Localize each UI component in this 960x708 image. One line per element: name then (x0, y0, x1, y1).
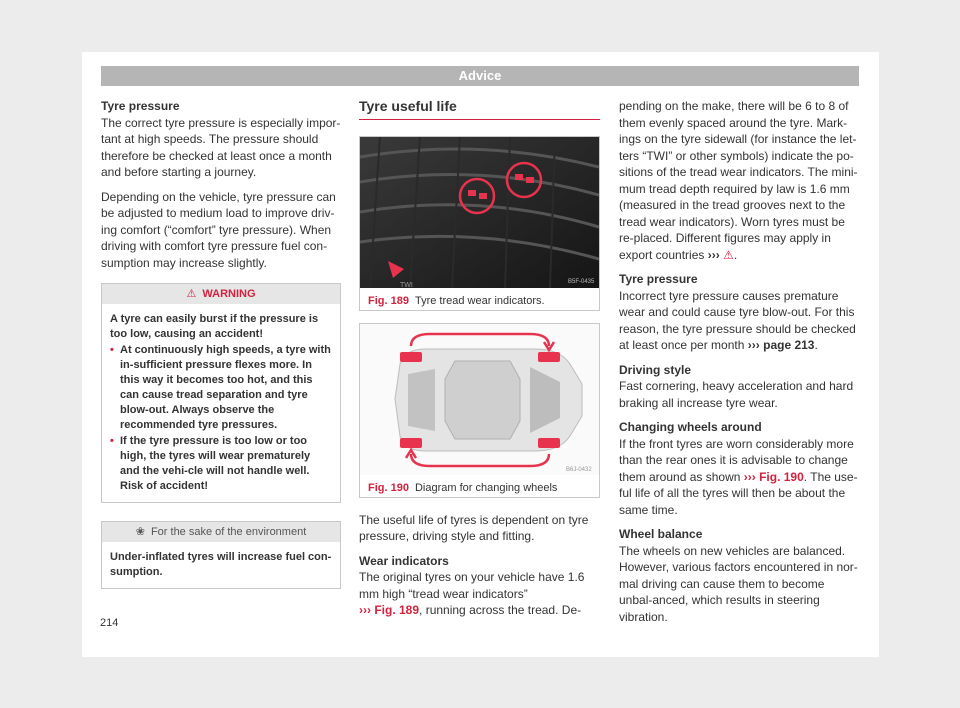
figure-caption (360, 475, 599, 497)
wheel-rotation-diagram (360, 324, 599, 475)
warning-bullet (110, 343, 332, 433)
leaf-icon: ❀ (135, 526, 145, 538)
warning-triangle-icon: ⚠ (186, 288, 197, 300)
text: , running across the tread. De- (419, 603, 582, 617)
text: . The use-ful life of all the tyres will then be about the same time. (619, 469, 858, 517)
figure-code: B6J-0432 (566, 466, 592, 473)
arrow-icon: ››› (359, 603, 371, 617)
paragraph (619, 98, 859, 263)
twi-label: TWI (400, 281, 413, 288)
text: pending on the make, there will be 6 to 8 of them evenly spaced around the tyre. Mark-ings on the tyre sidewall (for instance the let-ters “TWI” or other symbols) indicate the po-sitions of the tread wear indicators. The mini-mum tread depth required by law is 1.6 mm (measured in the tread grooves next to the tread wear indicators). Worn tyres must be re-placed. Different figures may apply in export countries (619, 99, 858, 262)
warning-triangle-icon[interactable]: ⚠ (723, 247, 734, 262)
paragraph: The wheels on new vehicles are balanced. However, various factors encountered in nor-mal driving can cause them to become unbal-anced, which results in steering vibration. (619, 543, 858, 624)
figure-code: B5F-0435 (568, 278, 595, 285)
paragraph: The correct tyre pressure is especially impor-tant at high speeds. The pressure should therefore be checked at least once a month and before starting a journey. (101, 115, 341, 179)
wear-indicators-heading: Wear indicators (359, 553, 449, 568)
bullet-icon: • (110, 344, 114, 356)
paragraph (359, 569, 600, 619)
environment-box (101, 521, 341, 589)
paragraph: Fast cornering, heavy acceleration and hard braking all increase tyre wear. (619, 379, 854, 410)
warning-title: WARNING (202, 288, 256, 300)
tyre-pressure-heading: Tyre pressure (101, 99, 180, 113)
paragraph (619, 288, 859, 354)
page-link[interactable]: page 213 (763, 338, 815, 352)
section-title: Tyre useful life (359, 98, 600, 120)
text: . (814, 338, 818, 352)
text: The original tyres on your vehicle have 1.6 mm high “tread wear indicators” (359, 570, 585, 601)
figure-number: Fig. 190 (368, 481, 409, 494)
environment-title: For the sake of the environment (150, 526, 307, 538)
driving-style-heading: Driving style (619, 362, 692, 377)
environment-text: Under-inflated tyres will increase fuel con-sumption. (110, 551, 332, 578)
arrow-icon: ››› (743, 469, 756, 484)
wheel-balance-heading: Wheel balance (619, 527, 703, 541)
changing-wheels-heading: Changing wheels around (619, 420, 762, 434)
tyre-tread-image (360, 137, 599, 288)
warning-body (102, 304, 340, 502)
warning-box (101, 283, 341, 503)
column-middle (359, 98, 600, 627)
warning-bullet-text: At continuously high speeds, a tyre with in-sufficient pressure flexes more. In this way it becomes too hot, and this can cause tread separation and tyre blow-out. Always observe the recommended tyre pressures. (120, 344, 331, 431)
warning-bullet-text: If the tyre pressure is too low or too high, the tyres will wear prematurely and the vehi-cle will not handle well. Risk of accident! (120, 435, 311, 492)
warning-intro: A tyre can easily burst if the pressure is too low, causing an accident! (110, 313, 319, 340)
warning-bullet (110, 434, 332, 494)
arrow-icon: ››› (707, 247, 720, 262)
text: If the front tyres are worn considerably more than the rear ones it is advisable to change them around as shown (619, 436, 854, 484)
column-right (619, 98, 859, 633)
figure-caption (360, 288, 599, 310)
column-left (101, 98, 341, 589)
text: . (733, 247, 738, 262)
warning-header (102, 284, 340, 304)
caption-text: Tyre tread wear indicators. (414, 294, 545, 307)
paragraph: The useful life of tyres is dependent on tyre pressure, driving style and fitting. (359, 512, 589, 543)
caption-text: Diagram for changing wheels (414, 481, 558, 494)
figure-number: Fig. 189 (368, 294, 409, 307)
paragraph: Depending on the vehicle, tyre pressure can be adjusted to medium load to improve driv-ing comfort (“comfort” tyre pressure). When driving with comfort tyre pressure fuel con-sumption may increase slightly. (101, 189, 336, 270)
page-number: 214 (100, 617, 119, 629)
bullet-icon: • (110, 435, 114, 447)
text: Incorrect tyre pressure causes premature wear and could cause tyre blow-out. For this reason, the tyre pressure should be checked at least once per month (619, 288, 856, 352)
paragraph (619, 436, 859, 519)
figure-link[interactable]: Fig. 189 (374, 603, 420, 617)
environment-header (102, 522, 340, 542)
figure-link[interactable]: Fig. 190 (759, 469, 804, 484)
figure-189 (359, 136, 600, 311)
tyre-pressure-heading: Tyre pressure (619, 272, 698, 286)
figure-190 (359, 323, 600, 498)
arrow-icon: ››› (747, 338, 760, 352)
section-header: Advice (101, 66, 859, 86)
